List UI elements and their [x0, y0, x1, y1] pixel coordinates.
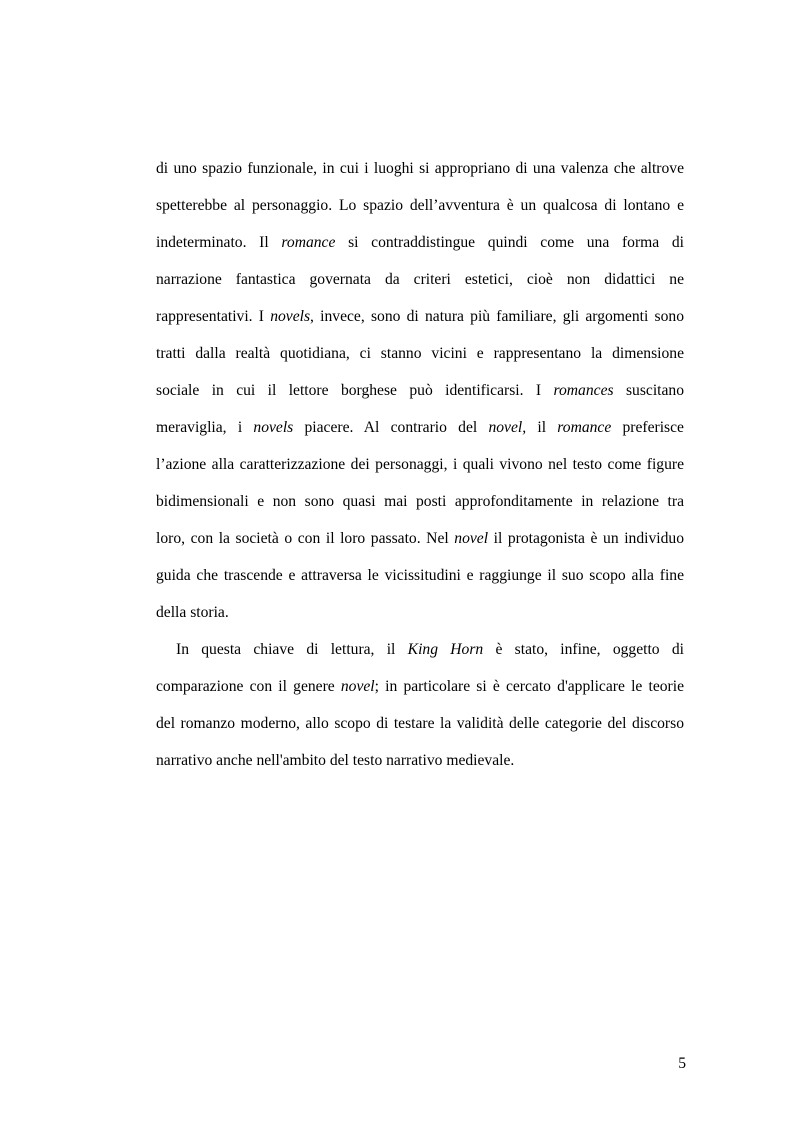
- italic-term: novel,: [488, 419, 527, 436]
- italic-term: King Horn: [407, 641, 484, 658]
- text-run: è stato, infine, oggetto di: [483, 641, 685, 658]
- text-run: di uno spazio funzionale, in cui i luoghi si appropriano di una valenza che altrove: [156, 160, 684, 177]
- page-number: 5: [678, 1055, 686, 1072]
- text-line: [156, 298, 684, 335]
- text-line: [156, 668, 684, 705]
- text-run: rappresentativi. I: [156, 308, 271, 325]
- text-run: spetterebbe al personaggio. Lo spazio dell’avventura è un qualcosa di lontano e: [156, 197, 684, 214]
- text-run: il protagonista è un individuo: [488, 530, 684, 547]
- text-run: meraviglia, i: [156, 419, 254, 436]
- text-line: [156, 224, 684, 261]
- text-line: [156, 372, 684, 409]
- text-run: sociale in cui il lettore borghese può identificarsi. I: [156, 382, 554, 399]
- italic-term: novel: [340, 678, 375, 695]
- text-run: comparazione con il genere: [156, 678, 341, 695]
- text-line: [156, 742, 684, 779]
- text-line: [156, 409, 684, 446]
- text-line: [156, 520, 684, 557]
- italic-term: novels: [253, 419, 294, 436]
- text-run: piacere. Al contrario del: [293, 419, 489, 436]
- text-line: [156, 261, 684, 298]
- text-line: [156, 483, 684, 520]
- italic-term: novels: [270, 308, 311, 325]
- text-run: indeterminato. Il: [156, 234, 282, 251]
- text-run: In questa chiave di lettura, il: [176, 641, 408, 658]
- text-line: [156, 187, 684, 224]
- italic-term: novel: [454, 530, 489, 547]
- text-run: preferisce: [611, 419, 684, 436]
- italic-term: romances: [553, 382, 614, 399]
- text-run: , invece, sono di natura più familiare, gli argomenti sono: [310, 308, 684, 325]
- text-line: [156, 705, 684, 742]
- text-run: si contraddistingue quindi come una forma di: [335, 234, 685, 251]
- text-line: [156, 335, 684, 372]
- text-run: suscitano: [613, 382, 684, 399]
- text-run: del romanzo moderno, allo scopo di testare la validità delle categorie del discorso: [156, 715, 684, 732]
- text-line: [156, 594, 684, 631]
- body-text: [156, 150, 684, 779]
- text-run: della storia.: [156, 604, 229, 621]
- text-line: [156, 631, 684, 668]
- text-run: bidimensionali e non sono quasi mai posti approfonditamente in relazione tra: [156, 493, 684, 510]
- text-run: narrativo anche nell'ambito del testo narrativo medievale.: [156, 752, 515, 769]
- text-line: [156, 446, 684, 483]
- text-run: tratti dalla realtà quotidiana, ci stanno vicini e rappresentano la dimensione: [156, 345, 684, 362]
- text-run: narrazione fantastica governata da criteri estetici, cioè non didattici ne: [156, 271, 684, 288]
- text-line: [156, 557, 684, 594]
- italic-term: romance: [557, 419, 612, 436]
- italic-term: romance: [281, 234, 336, 251]
- text-run: l’azione alla caratterizzazione dei personaggi, i quali vivono nel testo come figure: [156, 456, 684, 473]
- text-run: il: [526, 419, 558, 436]
- text-run: ; in particolare si è cercato d'applicare le teorie: [374, 678, 684, 695]
- text-run: guida che trascende e attraversa le vicissitudini e raggiunge il suo scopo alla fine: [156, 567, 684, 584]
- text-run: loro, con la società o con il loro passato. Nel: [156, 530, 455, 547]
- text-line: [156, 150, 684, 187]
